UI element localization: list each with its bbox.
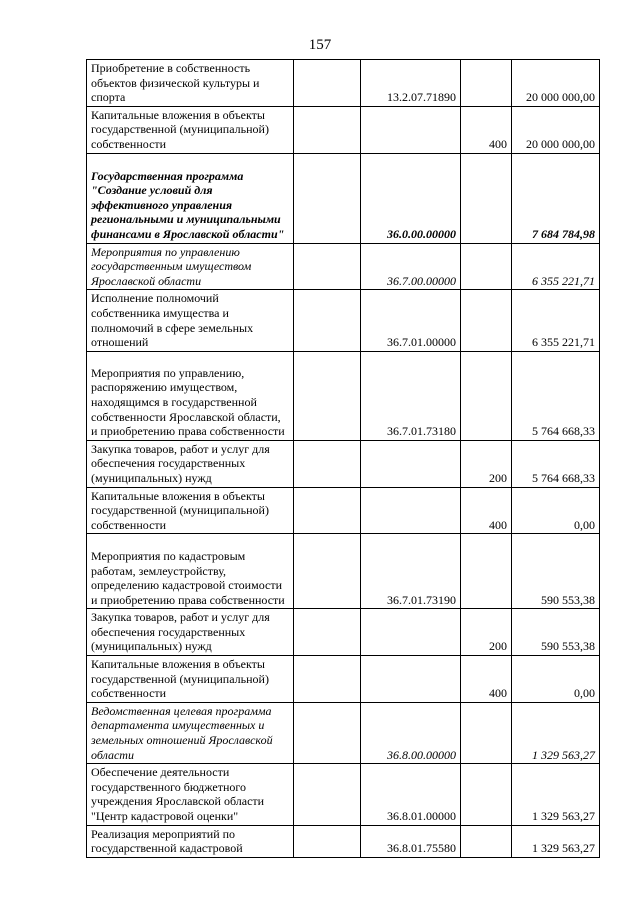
budget-table <box>86 59 600 858</box>
row-code-cell: 36.8.00.00000 <box>361 702 461 763</box>
row-type-cell <box>461 153 512 243</box>
row-code-cell: 36.7.01.00000 <box>361 290 461 351</box>
row-code-cell: 36.7.01.73180 <box>361 351 461 440</box>
row-blank-cell <box>294 106 361 153</box>
row-type-cell: 200 <box>461 609 512 656</box>
row-sum-cell: 590 553,38 <box>512 534 600 609</box>
table-row <box>87 290 600 351</box>
row-sum-cell: 590 553,38 <box>512 609 600 656</box>
row-code-cell: 36.8.01.00000 <box>361 764 461 825</box>
row-name-cell: Капитальные вложения в объекты государственной (муниципальной) собственности <box>87 487 294 534</box>
row-blank-cell <box>294 153 361 243</box>
row-code-cell: 13.2.07.71890 <box>361 60 461 107</box>
table-row <box>87 825 600 857</box>
row-blank-cell <box>294 702 361 763</box>
row-blank-cell <box>294 351 361 440</box>
row-blank-cell <box>294 487 361 534</box>
row-blank-cell <box>294 656 361 703</box>
row-name-cell: Мероприятия по управлению государственным имуществом Ярославской области <box>87 243 294 290</box>
row-name-cell: Приобретение в собственность объектов физической культуры и спорта <box>87 60 294 107</box>
row-code-cell: 36.8.01.75580 <box>361 825 461 857</box>
table-row <box>87 153 600 243</box>
row-sum-cell: 1 329 563,27 <box>512 702 600 763</box>
row-name-cell: Исполнение полномочий собственника имущества и полномочий в сфере земельных отношений <box>87 290 294 351</box>
table-row <box>87 60 600 107</box>
table-row <box>87 106 600 153</box>
row-name-cell: Ведомственная целевая программа департамента имущественных и земельных отношений Ярославской области <box>87 702 294 763</box>
row-sum-cell: 20 000 000,00 <box>512 106 600 153</box>
row-type-cell: 400 <box>461 106 512 153</box>
row-type-cell <box>461 764 512 825</box>
row-name-cell: Капитальные вложения в объекты государственной (муниципальной) собственности <box>87 656 294 703</box>
row-name-cell: Обеспечение деятельности государственного бюджетного учреждения Ярославской области "Центр кадастровой оценки" <box>87 764 294 825</box>
row-name-cell: Закупка товаров, работ и услуг для обеспечения государственных (муниципальных) нужд <box>87 440 294 487</box>
row-blank-cell <box>294 440 361 487</box>
row-name-cell: Мероприятия по управлению, распоряжению имуществом, находящимся в государственной собственности Ярославской области, и приобретению права собственности <box>87 351 294 440</box>
row-sum-cell: 5 764 668,33 <box>512 440 600 487</box>
table-row <box>87 351 600 440</box>
row-code-cell: 36.7.01.73190 <box>361 534 461 609</box>
table-row <box>87 243 600 290</box>
row-name-cell: Закупка товаров, работ и услуг для обеспечения государственных (муниципальных) нужд <box>87 609 294 656</box>
row-type-cell <box>461 243 512 290</box>
row-sum-cell: 1 329 563,27 <box>512 764 600 825</box>
row-sum-cell: 0,00 <box>512 487 600 534</box>
row-type-cell <box>461 351 512 440</box>
row-name-cell: Государственная программа "Создание условий для эффективного управления региональными и муниципальными финансами в Ярославской области" <box>87 153 294 243</box>
row-type-cell <box>461 702 512 763</box>
row-type-cell: 400 <box>461 656 512 703</box>
row-sum-cell: 0,00 <box>512 656 600 703</box>
row-code-cell <box>361 609 461 656</box>
row-blank-cell <box>294 764 361 825</box>
row-code-cell <box>361 487 461 534</box>
row-blank-cell <box>294 534 361 609</box>
table-row <box>87 609 600 656</box>
row-type-cell: 400 <box>461 487 512 534</box>
row-sum-cell: 1 329 563,27 <box>512 825 600 857</box>
row-code-cell: 36.0.00.00000 <box>361 153 461 243</box>
row-type-cell: 200 <box>461 440 512 487</box>
row-code-cell: 36.7.00.00000 <box>361 243 461 290</box>
row-type-cell <box>461 60 512 107</box>
row-sum-cell: 6 355 221,71 <box>512 243 600 290</box>
row-blank-cell <box>294 60 361 107</box>
table-row <box>87 656 600 703</box>
page-number: 157 <box>308 37 332 53</box>
row-sum-cell: 5 764 668,33 <box>512 351 600 440</box>
row-code-cell <box>361 440 461 487</box>
row-blank-cell <box>294 609 361 656</box>
row-sum-cell: 20 000 000,00 <box>512 60 600 107</box>
row-type-cell <box>461 534 512 609</box>
table-row <box>87 440 600 487</box>
row-name-cell: Реализация мероприятий по государственной кадастровой <box>87 825 294 857</box>
row-type-cell <box>461 825 512 857</box>
table-row <box>87 702 600 763</box>
row-blank-cell <box>294 243 361 290</box>
table-row <box>87 764 600 825</box>
row-sum-cell: 6 355 221,71 <box>512 290 600 351</box>
table-row <box>87 487 600 534</box>
row-type-cell <box>461 290 512 351</box>
row-code-cell <box>361 106 461 153</box>
row-sum-cell: 7 684 784,98 <box>512 153 600 243</box>
row-name-cell: Мероприятия по кадастровым работам, землеустройству, определению кадастровой стоимости и приобретению права собственности <box>87 534 294 609</box>
row-code-cell <box>361 656 461 703</box>
table-row <box>87 534 600 609</box>
row-name-cell: Капитальные вложения в объекты государственной (муниципальной) собственности <box>87 106 294 153</box>
row-blank-cell <box>294 825 361 857</box>
row-blank-cell <box>294 290 361 351</box>
